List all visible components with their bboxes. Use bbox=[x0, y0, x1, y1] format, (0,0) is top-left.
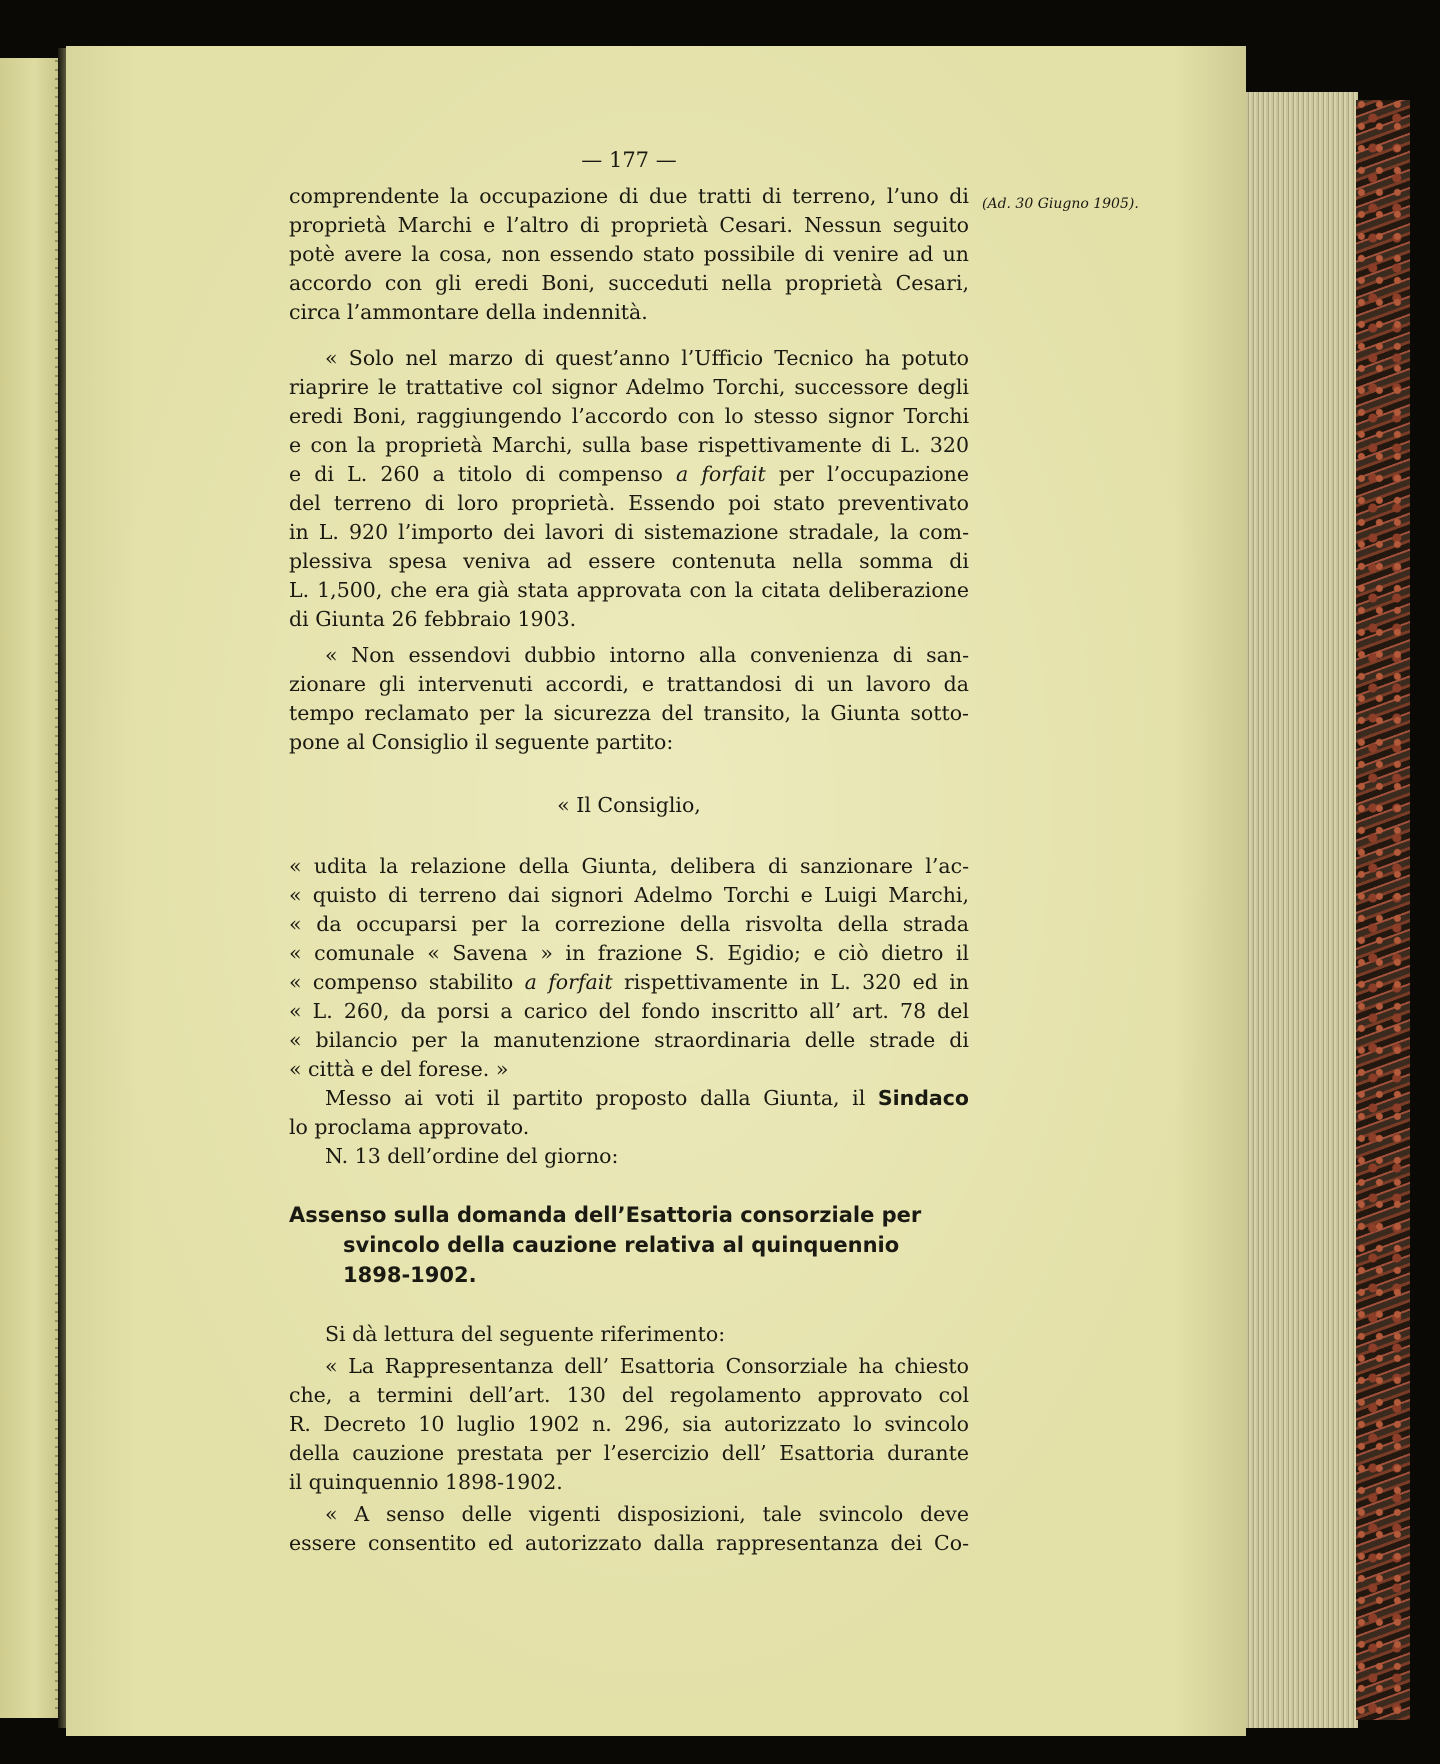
line-segment: e di L. 260 a titolo di compenso bbox=[289, 462, 663, 486]
text-line: il quinquennio 1898-1902. bbox=[289, 1470, 563, 1494]
text-line: Si dà lettura del seguente riferimento: bbox=[325, 1322, 726, 1346]
section-heading: svincolo della cauzione relativa al quinquennio bbox=[343, 1233, 900, 1257]
text-line: eredi Boni, raggiungendo l’accordo con lo stesso signor Torchi bbox=[289, 404, 969, 428]
marbled-cover bbox=[1356, 100, 1410, 1720]
text-line: pone al Consiglio il seguente partito: bbox=[289, 730, 674, 754]
text-line: « udita la relazione della Giunta, delibera di sanzionare l’ac- bbox=[289, 854, 969, 878]
text-line: « bilancio per la manutenzione straordinaria delle strade di bbox=[289, 1028, 969, 1052]
text-line: in L. 920 l’importo dei lavori di sistemazione stradale, la com- bbox=[289, 520, 969, 544]
text-line: del terreno di loro proprietà. Essendo poi stato preventivato bbox=[289, 491, 969, 515]
book-fore-edge bbox=[1246, 92, 1358, 1728]
previous-page-edge bbox=[0, 58, 58, 1718]
section-heading: 1898-1902. bbox=[343, 1263, 477, 1287]
text-line: della cauzione prestata per l’esercizio dell’ Esattoria durante bbox=[289, 1441, 969, 1465]
text-line: L. 1,500, che era già stata approvata con la citata deliberazione bbox=[289, 578, 969, 602]
text-line: comprendente la occupazione di due tratti di terreno, l’uno di bbox=[289, 184, 969, 208]
text-line: « da occuparsi per la correzione della risvolta della strada bbox=[289, 912, 969, 936]
section-heading: Assenso sulla domanda dell’Esattoria consorziale per bbox=[289, 1203, 922, 1227]
text-line: « A senso delle vigenti disposizioni, tale svincolo deve bbox=[325, 1502, 969, 1526]
text-line: lo proclama approvato. bbox=[289, 1115, 530, 1139]
text-line: accordo con gli eredi Boni, succeduti nella proprietà Cesari, bbox=[289, 271, 969, 295]
line-segment: per l’occupazione bbox=[778, 462, 969, 486]
page-number: — 177 — bbox=[581, 148, 677, 172]
text-line bbox=[289, 460, 969, 489]
line-segment: rispettivamente in L. 320 ed in bbox=[623, 970, 969, 994]
text-line: « quisto di terreno dai signori Adelmo Torchi e Luigi Marchi, bbox=[289, 883, 969, 907]
italic-term: a forfait bbox=[524, 970, 613, 994]
text-line: zionare gli intervenuti accordi, e trattandosi di un lavoro da bbox=[289, 672, 969, 696]
text-line: « La Rappresentanza dell’ Esattoria Consorziale ha chiesto bbox=[325, 1354, 969, 1378]
line-segment: « compenso stabilito bbox=[289, 970, 514, 994]
text-line bbox=[289, 968, 969, 997]
text-line: « Non essendovi dubbio intorno alla convenienza di san- bbox=[325, 643, 969, 667]
sindaco-label: Sindaco bbox=[877, 1086, 969, 1110]
text-line: e con la proprietà Marchi, sulla base rispettivamente di L. 320 bbox=[289, 433, 969, 457]
text-line: proprietà Marchi e l’altro di proprietà Cesari. Nessun seguito bbox=[289, 213, 969, 237]
text-line: tempo reclamato per la sicurezza del transito, la Giunta sotto- bbox=[289, 701, 969, 725]
text-line: R. Decreto 10 luglio 1902 n. 296, sia autorizzato lo svincolo bbox=[289, 1412, 969, 1436]
text-line: che, a termini dell’art. 130 del regolamento approvato col bbox=[289, 1383, 969, 1407]
text-line: « L. 260, da porsi a carico del fondo inscritto all’ art. 78 del bbox=[289, 999, 969, 1023]
text-line: « città e del forese. » bbox=[289, 1057, 509, 1081]
italic-term: a forfait bbox=[675, 462, 766, 486]
resolution-heading: « Il Consiglio, bbox=[557, 793, 701, 817]
text-line: circa l’ammontare della indennità. bbox=[289, 300, 648, 324]
text-line: di Giunta 26 febbraio 1903. bbox=[289, 607, 577, 631]
text-line: essere consentito ed autorizzato dalla rappresentanza dei Co- bbox=[289, 1531, 969, 1555]
margin-date-note: (Ad. 30 Giugno 1905). bbox=[982, 196, 1139, 212]
text-line: « Solo nel marzo di quest’anno l’Ufficio Tecnico ha potuto bbox=[325, 346, 969, 370]
text-line: riaprire le trattative col signor Adelmo Torchi, successore degli bbox=[289, 375, 969, 399]
text-line bbox=[325, 1084, 969, 1113]
text-line: plessiva spesa veniva ad essere contenuta nella somma di bbox=[289, 549, 969, 573]
line-segment: Messo ai voti il partito proposto dalla Giunta, il bbox=[325, 1086, 866, 1110]
text-line: « comunale « Savena » in frazione S. Egidio; e ciò dietro il bbox=[289, 941, 969, 965]
text-line: N. 13 dell’ordine del giorno: bbox=[325, 1144, 619, 1168]
text-line: potè avere la cosa, non essendo stato possibile di venire ad un bbox=[289, 242, 969, 266]
